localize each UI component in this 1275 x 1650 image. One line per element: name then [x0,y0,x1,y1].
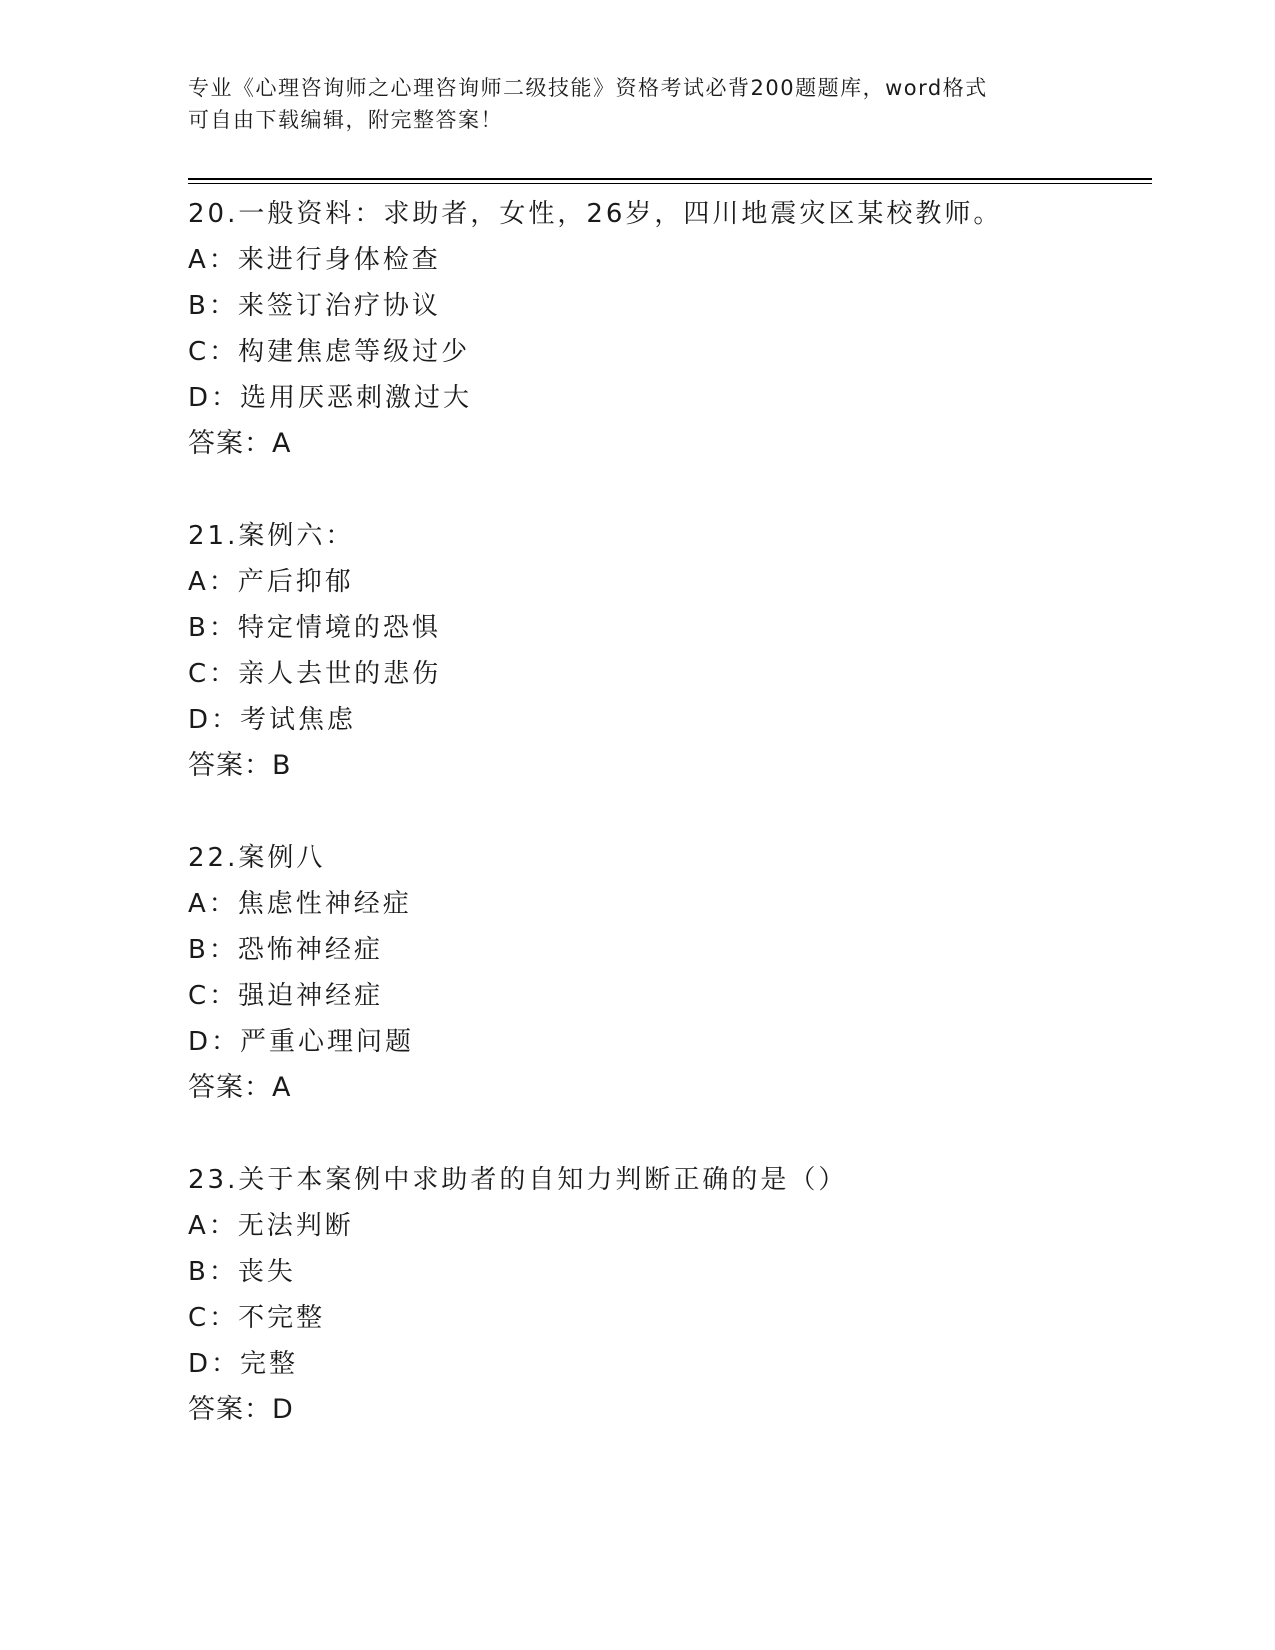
question-22 [188,835,1152,1111]
header-line-1: 专业《心理咨询师之心理咨询师二级技能》资格考试必背200题题库，word格式 [188,76,988,100]
option-d: D：选用厌恶刺激过大 [188,383,473,413]
answer: 答案：A [188,428,292,459]
option-b: B：来签订治疗协议 [188,291,441,321]
option-b: B：丧失 [188,1257,296,1287]
option-a: A：产后抑郁 [188,567,354,597]
question-list [188,191,1152,1479]
header-divider-thick [188,178,1152,180]
question-stem: 23.关于本案例中求助者的自知力判断正确的是（） [188,1165,848,1195]
option-c: C：构建焦虑等级过少 [188,337,471,367]
option-a: A：无法判断 [188,1211,354,1241]
answer: 答案：B [188,750,292,781]
question-stem: 21.案例六： [188,521,355,551]
answer: 答案：A [188,1072,292,1103]
option-a: A：来进行身体检查 [188,245,441,275]
question-21 [188,513,1152,789]
option-d: D：严重心理问题 [188,1027,415,1057]
header-divider-thin [188,183,1152,184]
question-stem: 20.一般资料：求助者，女性，26岁，四川地震灾区某校教师。 [188,199,1003,229]
question-20 [188,191,1152,467]
answer: 答案：D [188,1394,294,1425]
option-d: D：完整 [188,1349,299,1379]
option-c: C：强迫神经症 [188,981,384,1011]
option-a: A：焦虑性神经症 [188,889,412,919]
option-b: B：恐怖神经症 [188,935,383,965]
option-c: C：不完整 [188,1303,326,1333]
option-c: C：亲人去世的悲伤 [188,659,442,689]
option-b: B：特定情境的恐惧 [188,613,441,643]
option-d: D：考试焦虑 [188,705,357,735]
question-23 [188,1157,1152,1433]
document-header [188,72,1088,136]
question-stem: 22.案例八 [188,843,326,873]
header-line-2: 可自由下载编辑，附完整答案！ [188,108,503,132]
